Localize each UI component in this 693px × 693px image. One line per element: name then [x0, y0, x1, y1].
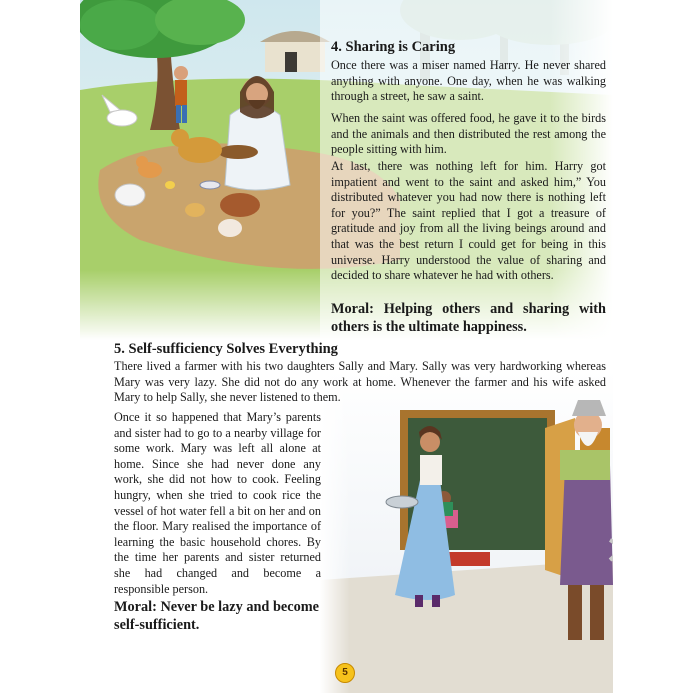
book-page — [80, 0, 613, 693]
story-paragraph: There lived a farmer with his two daughters Sally and Mary. Sally was very hardworking whereas Mary was very lazy. She did not do any work at home. Whenever the farmer and his wife asked Mary to help Sally, she never listened to them. — [114, 359, 606, 405]
story-paragraph: When the saint was offered food, he gave it to the birds and the animals and then distributed the rest among the people sitting with him. — [331, 111, 606, 157]
story-moral: Moral: Helping others and sharing with others is the ultimate happiness. — [331, 301, 606, 335]
story-title-self-sufficiency: 5. Self-sufficiency Solves Everything — [114, 341, 338, 357]
page-number-badge: 5 — [335, 663, 355, 683]
story-paragraph: At last, there was nothing left for him. Harry got impatient and went to the saint and asked him,” You distributed whatever you had now there is nothing left for you?” The saint replied that I got a treasure of gratitude and joy from all the living beings around and that was the best return I could get for being in this universe. Harry understood the value of sharing and decided to share whatever he had with others. — [331, 159, 606, 283]
story-paragraph: Once it so happened that Mary’s parents and sister had to go to a nearby village for some work. Mary was left all alone at home. Since she had never done any work, she did not how to cook. Feeling hungry, when she tried to cook rice the vessel of hot water fell a bit on her and on the floor. Mary realised the importance of learning the basic household chores. By the time her parents and sister returned she had changed and become a responsible person. — [114, 410, 321, 596]
story-title-sharing-is-caring: 4. Sharing is Caring — [331, 39, 456, 55]
mary-and-farmer-illustration — [320, 370, 613, 693]
story-paragraph: Once there was a miser named Harry. He never shared anything with anyone. One day, when he was walking through a street, he saw a saint. — [331, 58, 606, 104]
story-moral: Moral: Never be lazy and become self-sufficient. — [114, 599, 320, 633]
